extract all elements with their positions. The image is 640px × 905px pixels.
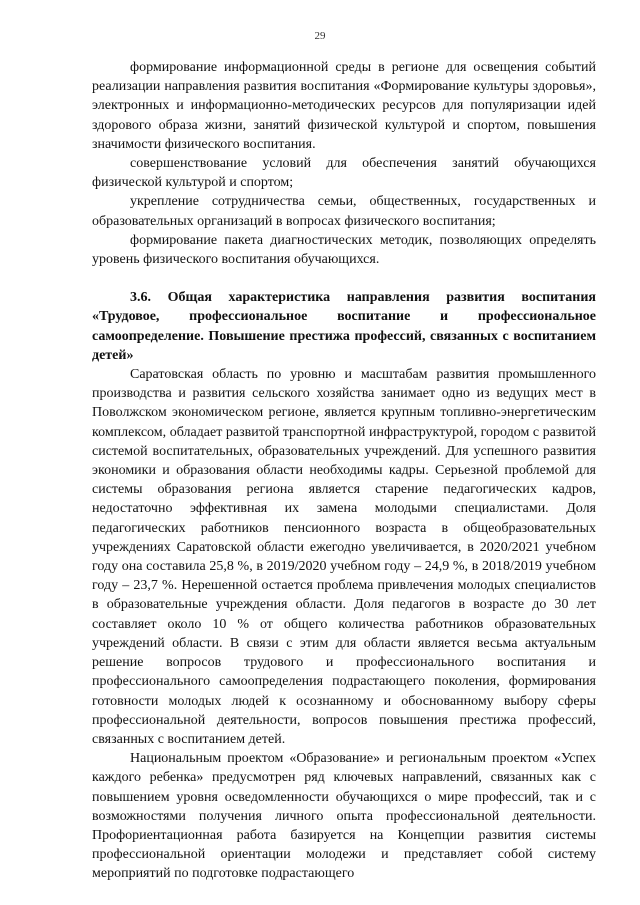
paragraph-cooperation: укрепление сотрудничества семьи, общественных, государственных и образовательных организаций в вопросах физического воспитания;	[92, 194, 596, 229]
paragraph-national-project: Национальным проектом «Образование» и региональным проектом «Успех каждого ребенка» предусмотрен ряд ключевых направлений, связанных как с повышением уровня осведомленности обучающихся о мире профессий, так и с возможностями получения личного опыта профессиональной деятельности. Профориентационная работа базируется на Концепции развития системы профессиональной ориентации молодежи и представляет собой систему мероприятий по подготовке подрастающего	[92, 751, 596, 882]
paragraph-saratov-region: Саратовская область по уровню и масштабам развития промышленного производства и развития сельского хозяйства занимает одно из ведущих мест в Поволжском экономическом регионе, является крупным топливно-энергетическим комплексом, обладает развитой транспортной инфраструктурой, городом с развитой системой воспитательных, образовательных учреждений. Для успешного развития экономики и образования области необходимы кадры. Серьезной проблемой для системы образования региона является старение педагогических кадров, недостаточно эффективная их замена молодыми специалистами. Доля педагогических работников пенсионного возраста в общеобразовательных учреждениях Саратовской области ежегодно увеличивается, в 2020/2021 учебном году она составила 25,8 %, в 2019/2020 учебном году – 24,9 %, в 2018/2019 учебном году – 23,7 %. Нерешенной остается проблема привлечения молодых специалистов в образовательные учреждения области. Доля педагогов в возрасте до 30 лет составляет около 10 % от общего количества работников образовательных учреждений области. В связи с этим для области является весьма актуальным решение вопросов трудового и профессионального воспитания и профессионального самоопределения подрастающего поколения, формирования готовности молодых людей к осознанному и обоснованному выбору сферы профессиональной деятельности, вопросов повышения престижа профессий, связанных с воспитанием детей.	[92, 367, 596, 747]
paragraph-conditions: совершенствование условий для обеспечения занятий обучающихся физической культурой и спортом;	[92, 156, 596, 191]
paragraph-diagnostics: формирование пакета диагностических методик, позволяющих определять уровень физического воспитания обучающихся.	[92, 232, 596, 268]
page-number: 29	[314, 30, 326, 42]
paragraph-info-environment: формирование информационной среды в регионе для освещения событий реализации направления развития воспитания «Формирование культуры здоровья», электронных и информационно-методических ресурсов для популяризации идей здорового образа жизни, занятий физической культурой и спортом, повышения значимости физического воспитания.	[92, 60, 596, 152]
section-heading: 3.6. Общая характеристика направления развития воспитания «Трудовое, профессиональное воспитание и профессиональное самоопределение. Повышение престижа профессий, связанных с воспитанием детей»	[92, 290, 596, 363]
document-body	[92, 58, 596, 884]
